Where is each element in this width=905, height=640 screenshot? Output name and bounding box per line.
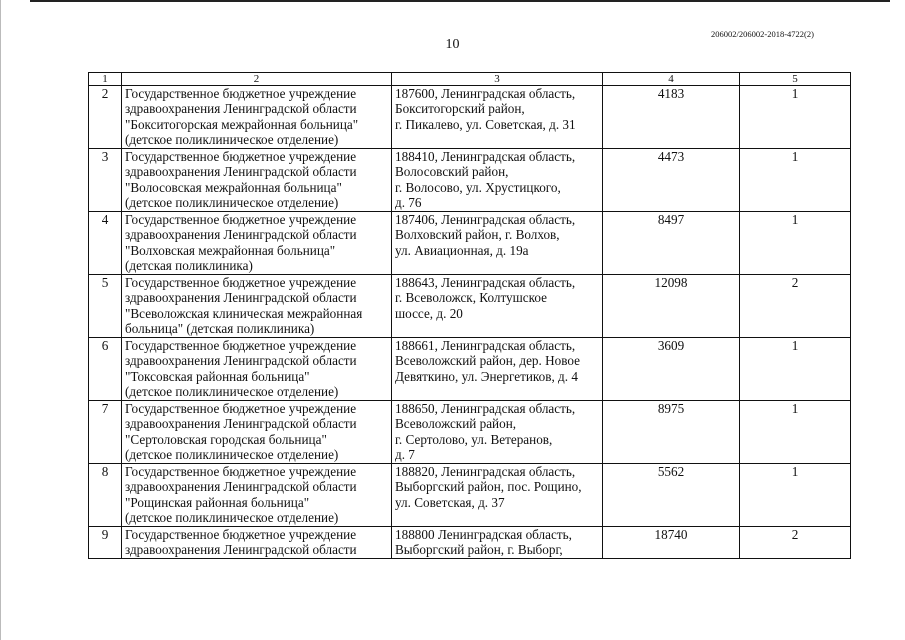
institution-name-line: "Сертоловская городская больница" <box>125 431 327 447</box>
institution-name-line: (детское поликлиническое отделение) <box>125 132 339 148</box>
address-line: г. Всеволожск, Колтушское <box>395 290 547 306</box>
row-number: 2 <box>89 86 122 149</box>
table-row <box>89 464 851 527</box>
address-line: Выборгский район, г. Выборг, <box>395 542 563 558</box>
institution-address <box>392 86 603 149</box>
institution-name-line: Государственное бюджетное учреждение <box>125 86 357 101</box>
row-number: 6 <box>89 338 122 401</box>
column-5-value: 1 <box>740 86 851 149</box>
address-line: д. 7 <box>395 447 415 463</box>
row-number: 5 <box>89 275 122 338</box>
table-row <box>89 338 851 401</box>
address-line: Волховский район, г. Волхов, <box>395 227 560 243</box>
column-5-value: 2 <box>740 275 851 338</box>
column-header-5: 5 <box>740 73 851 86</box>
address-line: Всеволожский район, дер. Новое <box>395 353 580 369</box>
address-line: Выборгский район, пос. Рощино, <box>395 479 582 495</box>
address-line: г. Волосово, ул. Хрустицкого, <box>395 179 561 195</box>
institution-address <box>392 401 603 464</box>
institution-name-line: "Токсовская районная больница" <box>125 368 310 384</box>
table-row <box>89 401 851 464</box>
address-line: ул. Авиационная, д. 19а <box>395 242 529 258</box>
address-line: г. Сертолово, ул. Ветеранов, <box>395 431 553 447</box>
institutions-table <box>88 72 851 559</box>
institution-name <box>122 275 392 338</box>
document-id: 206002/206002-2018-4722(2) <box>711 29 814 39</box>
institution-name-line: здравоохранения Ленинградской области <box>125 353 357 369</box>
address-line: 187406, Ленинградская область, <box>395 212 576 227</box>
column-4-value: 12098 <box>603 275 740 338</box>
address-line: 187600, Ленинградская область, <box>395 86 576 101</box>
institution-address <box>392 338 603 401</box>
address-line: 188650, Ленинградская область, <box>395 401 576 416</box>
institution-name <box>122 149 392 212</box>
address-line: 188643, Ленинградская область, <box>395 275 576 290</box>
table-row <box>89 527 851 559</box>
institution-name <box>122 527 392 559</box>
institution-name-line: (детское поликлиническое отделение) <box>125 447 339 463</box>
page-number: 10 <box>445 37 460 52</box>
column-4-value: 5562 <box>603 464 740 527</box>
institution-name <box>122 338 392 401</box>
column-5-value: 1 <box>740 149 851 212</box>
scan-edge-left <box>0 0 1 640</box>
column-5-value: 2 <box>740 527 851 559</box>
address-line: ул. Советская, д. 37 <box>395 494 505 510</box>
institution-name-line: здравоохранения Ленинградской области <box>125 164 357 180</box>
institution-name-line: Государственное бюджетное учреждение <box>125 464 357 479</box>
scan-edge <box>30 0 890 2</box>
address-line: Волосовский район, <box>395 164 509 180</box>
address-line: 188410, Ленинградская область, <box>395 149 576 164</box>
institution-address <box>392 527 603 559</box>
institution-name-line: больница" (детская поликлиника) <box>125 321 315 337</box>
column-header-1: 1 <box>89 73 122 86</box>
institution-name-line: Государственное бюджетное учреждение <box>125 401 357 416</box>
column-5-value: 1 <box>740 401 851 464</box>
institution-address <box>392 149 603 212</box>
institution-name <box>122 212 392 275</box>
row-number: 8 <box>89 464 122 527</box>
institution-name-line: Государственное бюджетное учреждение <box>125 527 357 542</box>
column-5-value: 1 <box>740 338 851 401</box>
institution-name-line: здравоохранения Ленинградской области <box>125 479 357 495</box>
institution-name-line: здравоохранения Ленинградской области <box>125 416 357 432</box>
institution-name-line: Государственное бюджетное учреждение <box>125 212 357 227</box>
column-header-4: 4 <box>603 73 740 86</box>
institution-name <box>122 401 392 464</box>
table-row <box>89 86 851 149</box>
institution-name-line: (детское поликлиническое отделение) <box>125 384 339 400</box>
institution-name-line: "Волосовская межрайонная больница" <box>125 179 342 195</box>
institution-address <box>392 464 603 527</box>
institution-name-line: "Всеволожская клиническая межрайонная <box>125 305 363 321</box>
column-4-value: 4183 <box>603 86 740 149</box>
institution-name-line: (детское поликлиническое отделение) <box>125 510 339 526</box>
column-4-value: 4473 <box>603 149 740 212</box>
institution-name-line: (детская поликлиника) <box>125 258 253 274</box>
institution-name-line: "Рощинская районная больница" <box>125 494 310 510</box>
table-row <box>89 212 851 275</box>
column-5-value: 1 <box>740 212 851 275</box>
column-4-value: 18740 <box>603 527 740 559</box>
institution-name-line: (детское поликлиническое отделение) <box>125 195 339 211</box>
institution-name-line: Государственное бюджетное учреждение <box>125 338 357 353</box>
row-number: 7 <box>89 401 122 464</box>
row-number: 9 <box>89 527 122 559</box>
column-4-value: 8975 <box>603 401 740 464</box>
table-row <box>89 275 851 338</box>
address-line: 188820, Ленинградская область, <box>395 464 576 479</box>
institution-name-line: "Волховская межрайонная больница" <box>125 242 336 258</box>
column-header-2: 2 <box>122 73 392 86</box>
address-line: г. Пикалево, ул. Советская, д. 31 <box>395 116 576 132</box>
address-line: д. 76 <box>395 195 422 211</box>
institution-name <box>122 86 392 149</box>
address-line: 188800 Ленинградская область, <box>395 527 572 542</box>
address-line: шоссе, д. 20 <box>395 305 463 321</box>
column-5-value: 1 <box>740 464 851 527</box>
row-number: 4 <box>89 212 122 275</box>
institution-name-line: "Бокситогорская межрайонная больница" <box>125 116 359 132</box>
column-number-row <box>89 73 851 86</box>
institution-address <box>392 212 603 275</box>
institution-name-line: здравоохранения Ленинградской области <box>125 542 357 558</box>
institution-name-line: здравоохранения Ленинградской области <box>125 227 357 243</box>
address-line: Всеволожский район, <box>395 416 517 432</box>
column-header-3: 3 <box>392 73 603 86</box>
address-line: Девяткино, ул. Энергетиков, д. 4 <box>395 368 578 384</box>
row-number: 3 <box>89 149 122 212</box>
institution-name-line: Государственное бюджетное учреждение <box>125 275 357 290</box>
institution-name-line: здравоохранения Ленинградской области <box>125 101 357 117</box>
address-line: Бокситогорский район, <box>395 101 525 117</box>
institution-address <box>392 275 603 338</box>
column-4-value: 3609 <box>603 338 740 401</box>
address-line: 188661, Ленинградская область, <box>395 338 576 353</box>
institution-name-line: здравоохранения Ленинградской области <box>125 290 357 306</box>
column-4-value: 8497 <box>603 212 740 275</box>
institution-name <box>122 464 392 527</box>
institution-name-line: Государственное бюджетное учреждение <box>125 149 357 164</box>
table-row <box>89 149 851 212</box>
